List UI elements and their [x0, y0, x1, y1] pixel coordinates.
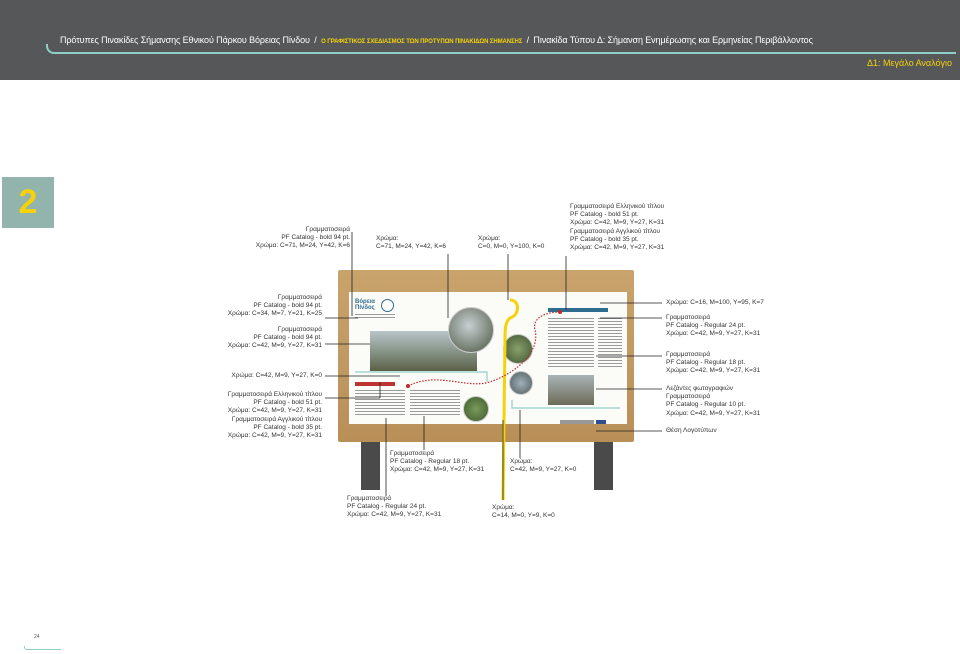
page-number-accent: [24, 646, 61, 650]
breadcrumb-separator: /: [314, 35, 317, 45]
annotation-logo-subtitle-font: Γραμματοσειρά PF Catalog - bold 94 pt. Χρώμα: C=34, M=7, Y=21, K=25: [227, 294, 322, 318]
breadcrumb-item-sign-type: Πινακίδα Τύπου Δ: Σήμανση Ενημέρωσης και Ερμηνείας Περιβάλλοντος: [533, 35, 813, 45]
annotation-logo-font: Γραμματοσειρά PF Catalog - bold 94 pt. Χρώμα: C=71, M=24, Y=42, K=6: [255, 226, 350, 250]
page-subtitle: Δ1: Μεγάλο Αναλόγιο: [866, 58, 952, 68]
annotation-body-24pt: Γραμματοσειρά PF Catalog - Regular 24 pt. Χρώμα: C=42, M=9, Y=27, K=31: [347, 495, 442, 519]
annotation-background-color: Χρώμα: C=14, M=0, Y=9, K=0: [492, 504, 555, 520]
annotation-route-color: Χρώμα: C=0, M=0, Y=100, K=0: [478, 235, 545, 251]
panel-logo-text: Βόρεια Πίνδος: [355, 299, 375, 311]
annotation-frame-color: Χρώμα: C=42, M=9, Y=27, K=0: [231, 372, 322, 379]
breadcrumb-item-guide: Πρότυπες Πινακίδες Σήμανσης Εθνικού Πάρκου Βόρειας Πίνδου: [60, 35, 310, 45]
annotation-heading-font: Γραμματοσειρά PF Catalog - bold 94 pt. Χρώμα: C=42, M=9, Y=27, K=31: [227, 326, 322, 350]
annotation-frame-color-bottom: Χρώμα: C=42, M=9, Y=27, K=0: [510, 458, 577, 474]
annotation-text-24pt: Γραμματοσειρά PF Catalog - Regular 24 pt. Χρώμα: C=42, M=9, Y=27, K=31: [666, 314, 761, 338]
annotation-right-title-fonts: Γραμματοσειρά Ελληνικού τίτλου PF Catalog - bold 51 pt. Χρώμα: C=42, M=9, Y=27, K=31 Γραμματοσειρά Αγγλικού τίτλου PF Catalog - bold 35 pt. Χρώμα: C=42, M=9, Y=27, K=31: [570, 203, 665, 252]
annotation-logo-position: Θέση Λογοτύπων: [666, 427, 717, 434]
annotation-route-red-color: Χρώμα: C=16, M=100, Y=95, K=7: [666, 299, 764, 306]
annotation-body-18pt: Γραμματοσειρά PF Catalog - Regular 18 pt. Χρώμα: C=42, M=9, Y=27, K=31: [390, 450, 485, 474]
annotation-text-18pt: Γραμματοσειρά PF Catalog - Regular 18 pt. Χρώμα: C=42, M=9, Y=27, K=31: [666, 351, 761, 375]
annotation-logo-color: Χρώμα: C=71, M=24, Y=42, K=6: [376, 235, 446, 251]
breadcrumb-separator: /: [526, 35, 530, 45]
section-number-badge: 2: [2, 177, 54, 228]
page-number: 24: [34, 634, 40, 640]
annotation-left-title-fonts: Γραμματοσειρά Ελληνικού τίτλου PF Catalog - bold 51 pt. Χρώμα: C=42, M=9, Y=27, K=31 Γραμματοσειρά Αγγλικού τίτλου PF Catalog - bold 35 pt. Χρώμα: C=42, M=9, Y=27, K=31: [227, 391, 322, 440]
annotation-photo-captions: Λεζάντες φωτογραφιών Γραμματοσειρά PF Catalog - Regular 10 pt. Χρώμα: C=42, M=9, Y=27, K=31: [666, 385, 761, 417]
breadcrumb-item-design: Ο ΓΡΑΦΙΣΤΙΚΟΣ ΣΧΕΔΙΑΣΜΟΣ ΤΩΝ ΠΡΟΤΥΠΩΝ ΠΙΝΑΚΙΔΩΝ ΣΗΜΑΝΣΗΣ: [321, 39, 523, 45]
